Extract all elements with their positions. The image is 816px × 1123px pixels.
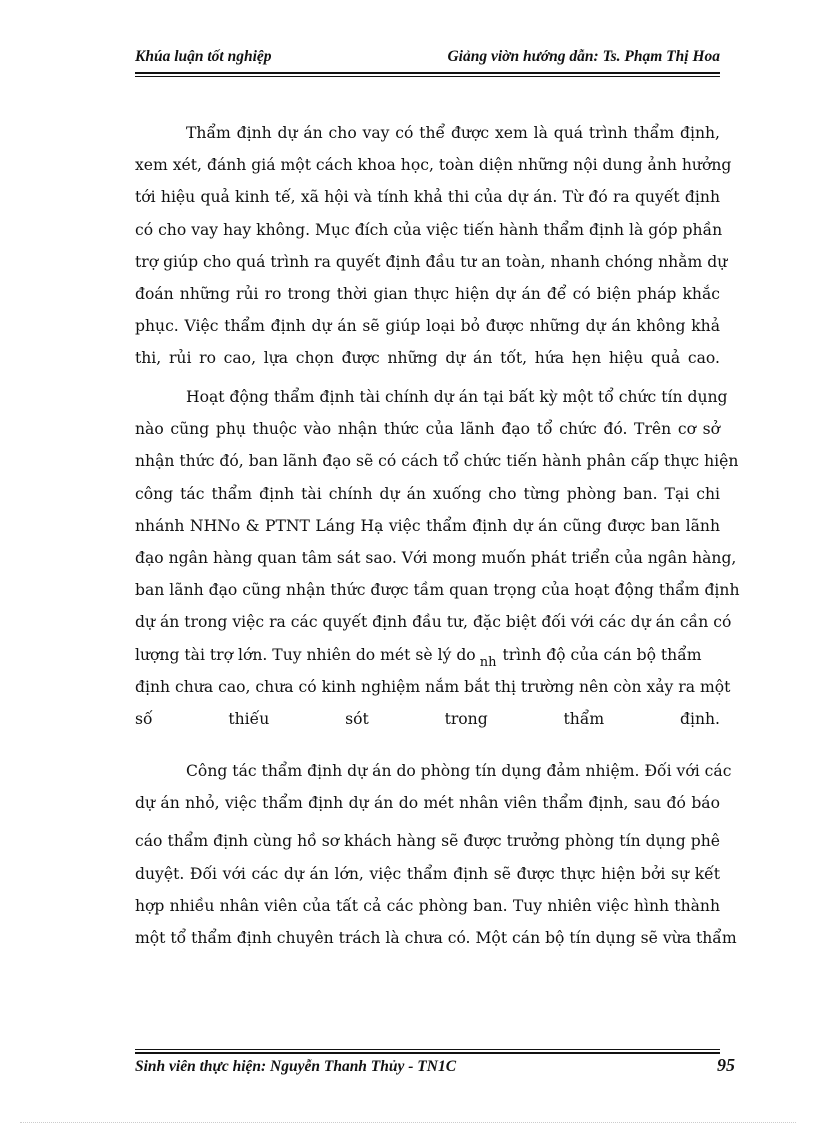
text-segment: trình độ của cán bộ thẩm — [502, 645, 702, 664]
text-line: phục. Việc thẩm định dự án sẽ giúp loại bỏ được những dự án không khả — [135, 317, 720, 336]
text-line: một tổ thẩm định chuyên trách là chưa có. Một cán bộ tín dụng sẽ vừa thẩm — [135, 928, 737, 947]
text-line: dự án nhỏ, việc thẩm định dự án do mét nhân viên thẩm định, sau đó báo — [135, 794, 720, 813]
text-line: xem xét, đánh giá một cách khoa học, toàn diện những nội dung ảnh hưởng — [135, 156, 732, 175]
text-line: Công tác thẩm định dự án do phòng tín dụng đảm nhiệm. Đối với các — [186, 762, 732, 780]
header-rule-thin — [135, 76, 720, 77]
header-advisor: Giảng viờn hướng dẫn: Ts. Phạm Thị Hoa — [447, 48, 720, 65]
text-line: dự án trong việc ra các quyết định đầu tư, đặc biệt đối với các dự án cần có — [135, 613, 732, 632]
text-line: cáo thẩm định cùng hồ sơ khách hàng sẽ được trưởng phòng tín dụng phê — [135, 832, 720, 851]
text-line: định chưa cao, chưa có kinh nghiệm nắm bắt thị trường nên còn xảy ra một — [135, 677, 731, 696]
text-line: tới hiệu quả kinh tế, xã hội và tính khả thi của dự án. Từ đó ra quyết định — [135, 188, 720, 207]
text-line: nào cũng phụ thuộc vào nhận thức của lãnh đạo tổ chức đó. Trên cơ sở — [135, 420, 720, 439]
paragraph-3 — [135, 755, 737, 954]
text-line: ban lãnh đạo cũng nhận thức được tầm quan trọng của hoạt động thẩm định — [135, 581, 740, 600]
text-line: hợp nhiều nhân viên của tất cả các phòng ban. Tuy nhiên việc hình thành — [135, 896, 720, 915]
text-line: đạo ngân hàng quan tâm sát sao. Với mong muốn phát triển của ngân hàng, — [135, 548, 737, 567]
page-number: 95 — [717, 1055, 735, 1075]
text-line: Hoạt động thẩm định tài chính dự án tại bất kỳ một tổ chức tín dụng — [186, 388, 728, 406]
text-line: có cho vay hay không. Mục đích của việc tiến hành thẩm định là góp phần — [135, 220, 723, 239]
text-line: duyệt. Đối với các dự án lớn, việc thẩm định sẽ được thực hiện bởi sự kết — [135, 864, 720, 883]
text-line: số thiếu sót trong thẩm định. — [135, 709, 720, 728]
subscript-fragment: nh — [479, 654, 497, 670]
footer-rule-thick — [135, 1052, 720, 1054]
text-line: trợ giúp cho quá trình ra quyết định đầu tư an toàn, nhanh chóng nhằm dự — [135, 252, 728, 271]
header-thesis-title: Khúa luận tốt nghiệp — [135, 48, 272, 65]
text-line: đoán những rủi ro trong thời gian thực hiện dự án để có biện pháp khắc — [135, 284, 720, 303]
footer-student: Sinh viên thực hiện: Nguyễn Thanh Thủy - TN1C — [135, 1058, 457, 1075]
paragraph-1 — [135, 117, 732, 375]
text-segment: lượng tài trợ lớn. Tuy nhiên do mét sè lý do — [135, 645, 476, 664]
page-header — [135, 48, 720, 70]
text-line: nhánh NHNo & PTNT Láng Hạ việc thẩm định dự án cũng được ban lãnh — [135, 516, 720, 535]
text-line: nhận thức đó, ban lãnh đạo sẽ có cách tổ chức tiến hành phân cấp thực hiện — [135, 452, 739, 471]
text-line: công tác thẩm định tài chính dự án xuống cho từng phòng ban. Tại chi — [135, 484, 720, 503]
text-line-with-subscript — [135, 639, 720, 671]
header-rule-thick — [135, 72, 720, 74]
text-line: Thẩm định dự án cho vay có thể được xem là quá trình thẩm định, — [186, 124, 720, 142]
page-footer — [135, 1055, 735, 1079]
text-line: thi, rủi ro cao, lựa chọn được những dự án tốt, hứa hẹn hiệu quả cao. — [135, 349, 720, 368]
paragraph-2 — [135, 381, 740, 735]
footer-rule-thin — [135, 1049, 720, 1050]
